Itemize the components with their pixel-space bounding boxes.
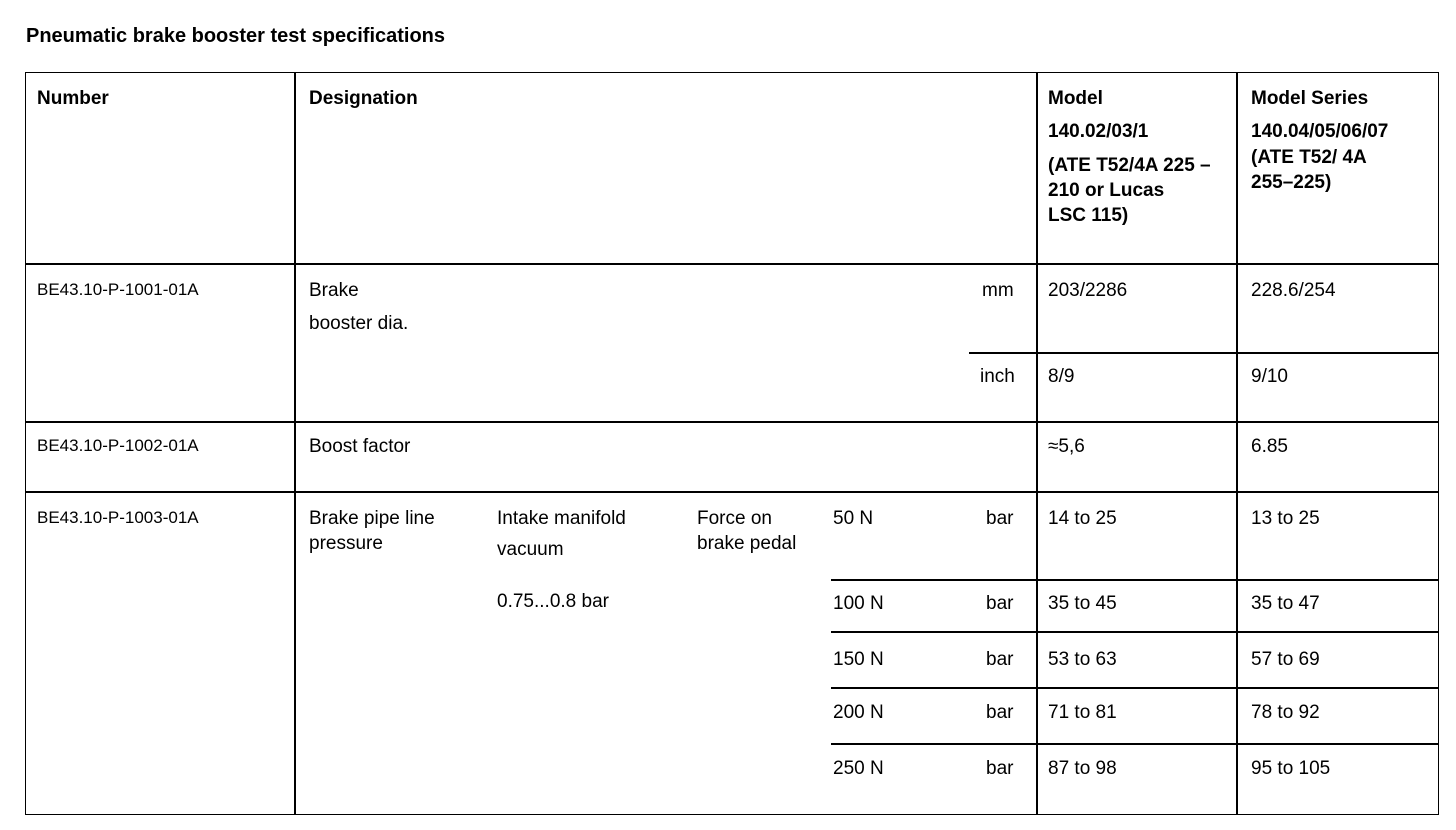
header-model-variant-3: LSC 115)	[1048, 205, 1129, 226]
unit-bar: bar	[986, 508, 1014, 529]
intake-label-line-1: Intake manifold	[497, 508, 626, 529]
force-value: 250 N	[833, 758, 884, 779]
force-label-line-1: Force on	[697, 508, 772, 529]
force-value: 50 N	[833, 508, 874, 529]
row-divider-boost	[26, 491, 1438, 493]
intake-label-line-2: vacuum	[497, 539, 564, 560]
header-model-variant-2: 210 or Lucas	[1048, 180, 1165, 201]
force-value: 150 N	[833, 649, 884, 670]
column-divider-designation	[294, 73, 296, 814]
subrow-divider-diameter	[969, 352, 1438, 354]
designation-line-2: booster dia.	[309, 313, 409, 334]
row-number: BE43.10-P-1002-01A	[37, 436, 199, 455]
header-model-series-variant-1: (ATE T52/ 4A	[1251, 147, 1367, 168]
force-value: 100 N	[833, 593, 884, 614]
column-divider-model	[1036, 73, 1038, 814]
subrow-divider-50n	[831, 579, 1438, 581]
header-designation: Designation	[309, 88, 418, 109]
unit-bar: bar	[986, 649, 1014, 670]
value-model: 203/2286	[1048, 280, 1128, 301]
designation-line-2: pressure	[309, 533, 383, 554]
header-model-series-variant-2: 255–225)	[1251, 172, 1332, 193]
value-model: 14 to 25	[1048, 508, 1117, 529]
header-model-number: 140.02/03/1	[1048, 121, 1149, 142]
value-model-series: 6.85	[1251, 436, 1288, 457]
value-model-series: 78 to 92	[1251, 702, 1320, 723]
value-model-series: 35 to 47	[1251, 593, 1320, 614]
row-divider-diameter	[26, 421, 1438, 423]
header-model-series-number: 140.04/05/06/07	[1251, 121, 1389, 142]
value-model: 35 to 45	[1048, 593, 1117, 614]
document-title: Pneumatic brake booster test specifications	[26, 25, 446, 47]
designation-line-1: Brake	[309, 280, 359, 301]
designation-boost-factor: Boost factor	[309, 436, 411, 457]
header-model-variant-1: (ATE T52/4A 225 –	[1048, 155, 1211, 176]
value-model-series: 95 to 105	[1251, 758, 1331, 779]
value-model-series: 9/10	[1251, 366, 1288, 387]
unit-mm: mm	[982, 280, 1014, 301]
value-model: 87 to 98	[1048, 758, 1117, 779]
row-divider-header	[26, 263, 1438, 265]
force-label-line-2: brake pedal	[697, 533, 797, 554]
value-model: 71 to 81	[1048, 702, 1117, 723]
header-model: Model	[1048, 88, 1103, 109]
unit-bar: bar	[986, 702, 1014, 723]
subrow-divider-200n	[831, 743, 1438, 745]
value-model: ≈5,6	[1048, 436, 1085, 457]
subrow-divider-100n	[831, 631, 1438, 633]
unit-inch: inch	[980, 366, 1015, 387]
unit-bar: bar	[986, 593, 1014, 614]
header-number: Number	[37, 88, 109, 109]
force-value: 200 N	[833, 702, 884, 723]
subrow-divider-150n	[831, 687, 1438, 689]
row-number: BE43.10-P-1001-01A	[37, 280, 199, 299]
header-model-series: Model Series	[1251, 88, 1369, 109]
value-model: 8/9	[1048, 366, 1075, 387]
unit-bar: bar	[986, 758, 1014, 779]
intake-value: 0.75...0.8 bar	[497, 591, 609, 612]
designation-line-1: Brake pipe line	[309, 508, 435, 529]
value-model-series: 57 to 69	[1251, 649, 1320, 670]
spec-table	[25, 72, 1439, 815]
value-model: 53 to 63	[1048, 649, 1117, 670]
value-model-series: 228.6/254	[1251, 280, 1336, 301]
column-divider-model-series	[1236, 73, 1238, 814]
value-model-series: 13 to 25	[1251, 508, 1320, 529]
row-number: BE43.10-P-1003-01A	[37, 508, 199, 527]
